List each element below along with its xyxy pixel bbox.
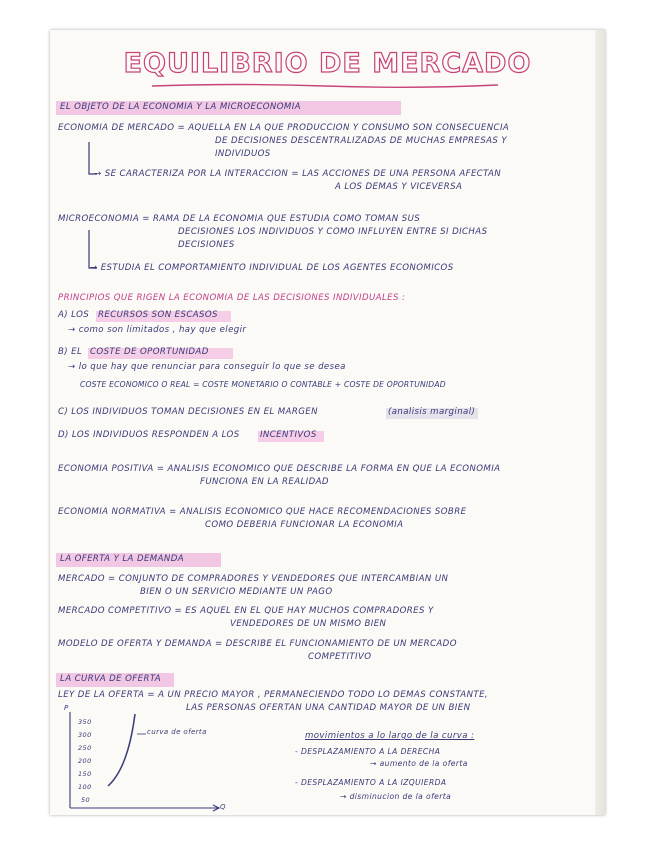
principle-b-keyword: COSTE DE OPORTUNIDAD: [90, 347, 209, 357]
text-line: → ESTUDIA EL COMPORTAMIENTO INDIVIDUAL DE LOS AGENTES ECONOMICOS: [90, 263, 454, 273]
text-line: FUNCIONA EN LA REALIDAD: [200, 477, 329, 487]
supply-graph: [50, 30, 605, 815]
text-line: ECONOMIA NORMATIVA = ANALISIS ECONOMICO QUE HACE RECOMENDACIONES SOBRE: [58, 507, 467, 517]
text-line: COMPETITIVO: [308, 652, 372, 662]
principle-c: C) LOS INDIVIDUOS TOMAN DECISIONES EN EL MARGEN: [58, 407, 318, 417]
principle-b-sub: → lo que hay que renunciar para conseguir lo que se desea: [68, 362, 346, 372]
tick-label: 350: [78, 718, 92, 726]
tick-label: 250: [78, 744, 92, 752]
tick-label: 150: [78, 770, 92, 778]
principles-heading: PRINCIPIOS QUE RIGEN LA ECONOMIA DE LAS DECISIONES INDIVIDUALES :: [58, 293, 406, 303]
text-line: DE DECISIONES DESCENTRALIZADAS DE MUCHAS EMPRESAS Y: [215, 136, 508, 146]
shift-left: - DESPLAZAMIENTO A LA IZQUIERDA: [295, 778, 447, 787]
text-line: ECONOMIA DE MERCADO = AQUELLA EN LA QUE PRODUCCION Y CONSUMO SON CONSECUENCIA: [58, 123, 510, 133]
tick-label: 100: [78, 783, 92, 791]
shift-right: - DESPLAZAMIENTO A LA DERECHA: [295, 747, 441, 756]
text-line: COMO DEBERIA FUNCIONAR LA ECONOMIA: [205, 520, 404, 530]
section-heading: LA OFERTA Y LA DEMANDA: [60, 554, 185, 564]
section-heading: LA CURVA DE OFERTA: [60, 674, 161, 684]
principle-a-keyword: RECURSOS SON ESCASOS: [98, 310, 218, 320]
text-line: MERCADO COMPETITIVO = ES AQUEL EN EL QUE HAY MUCHOS COMPRADORES Y: [58, 606, 434, 616]
text-line: LEY DE LA OFERTA = A UN PRECIO MAYOR , PERMANECIENDO TODO LO DEMAS CONSTANTE,: [58, 690, 489, 700]
shift-right-sub: → aumento de la oferta: [370, 759, 468, 768]
page-title: EQUILIBRIO DE MERCADO: [123, 48, 532, 79]
supply-curve: [108, 714, 135, 786]
section-heading: EL OBJETO DE LA ECONOMIA Y LA MICROECONOMIA: [60, 102, 301, 112]
text-line: A LOS DEMAS Y VICEVERSA: [335, 182, 463, 192]
tick-label: 200: [78, 757, 92, 765]
principle-b-formula: COSTE ECONOMICO O REAL = COSTE MONETARIO O CONTABLE + COSTE DE OPORTUNIDAD: [80, 380, 446, 389]
principle-c-keyword: (analisis marginal): [388, 407, 476, 417]
notebook-page: [50, 30, 605, 815]
movements-title: movimientos a lo largo de la curva :: [305, 731, 475, 741]
principle-d-keyword: INCENTIVOS: [260, 430, 317, 440]
text-line: MERCADO = CONJUNTO DE COMPRADORES Y VENDEDORES QUE INTERCAMBIAN UN: [58, 574, 449, 584]
tick-label: 300: [78, 731, 92, 739]
text-line: MICROECONOMIA = RAMA DE LA ECONOMIA QUE ESTUDIA COMO TOMAN SUS: [58, 214, 421, 224]
text-line: MODELO DE OFERTA Y DEMANDA = DESCRIBE EL FUNCIONAMIENTO DE UN MERCADO: [58, 639, 457, 649]
q-axis-label: Q: [220, 803, 226, 811]
p-axis-label: P: [64, 704, 69, 712]
text-line: ECONOMIA POSITIVA = ANALISIS ECONOMICO QUE DESCRIBE LA FORMA EN QUE LA ECONOMIA: [58, 464, 501, 474]
text-line: VENDEDORES DE UN MISMO BIEN: [230, 619, 387, 629]
text-line: → SE CARACTERIZA POR LA INTERACCION = LAS ACCIONES DE UNA PERSONA AFECTAN: [94, 169, 502, 179]
tick-label: 50: [81, 796, 91, 804]
principle-a: A) LOS: [58, 310, 90, 320]
text-line: DECISIONES: [178, 240, 235, 250]
text-line: INDIVIDUOS: [215, 149, 271, 159]
curve-label: curva de oferta: [147, 728, 207, 736]
text-line: DECISIONES LOS INDIVIDUOS Y COMO INFLUYEN ENTRE SI DICHAS: [178, 227, 488, 237]
principle-d: D) LOS INDIVIDUOS RESPONDEN A LOS: [58, 430, 240, 440]
text-line: LAS PERSONAS OFERTAN UNA CANTIDAD MAYOR DE UN BIEN: [186, 703, 471, 713]
principle-a-sub: → como son limitados , hay que elegir: [68, 325, 247, 335]
shift-left-sub: → disminucion de la oferta: [340, 792, 452, 801]
text-line: BIEN O UN SERVICIO MEDIANTE UN PAGO: [140, 587, 333, 597]
principle-b: B) EL: [58, 347, 83, 357]
